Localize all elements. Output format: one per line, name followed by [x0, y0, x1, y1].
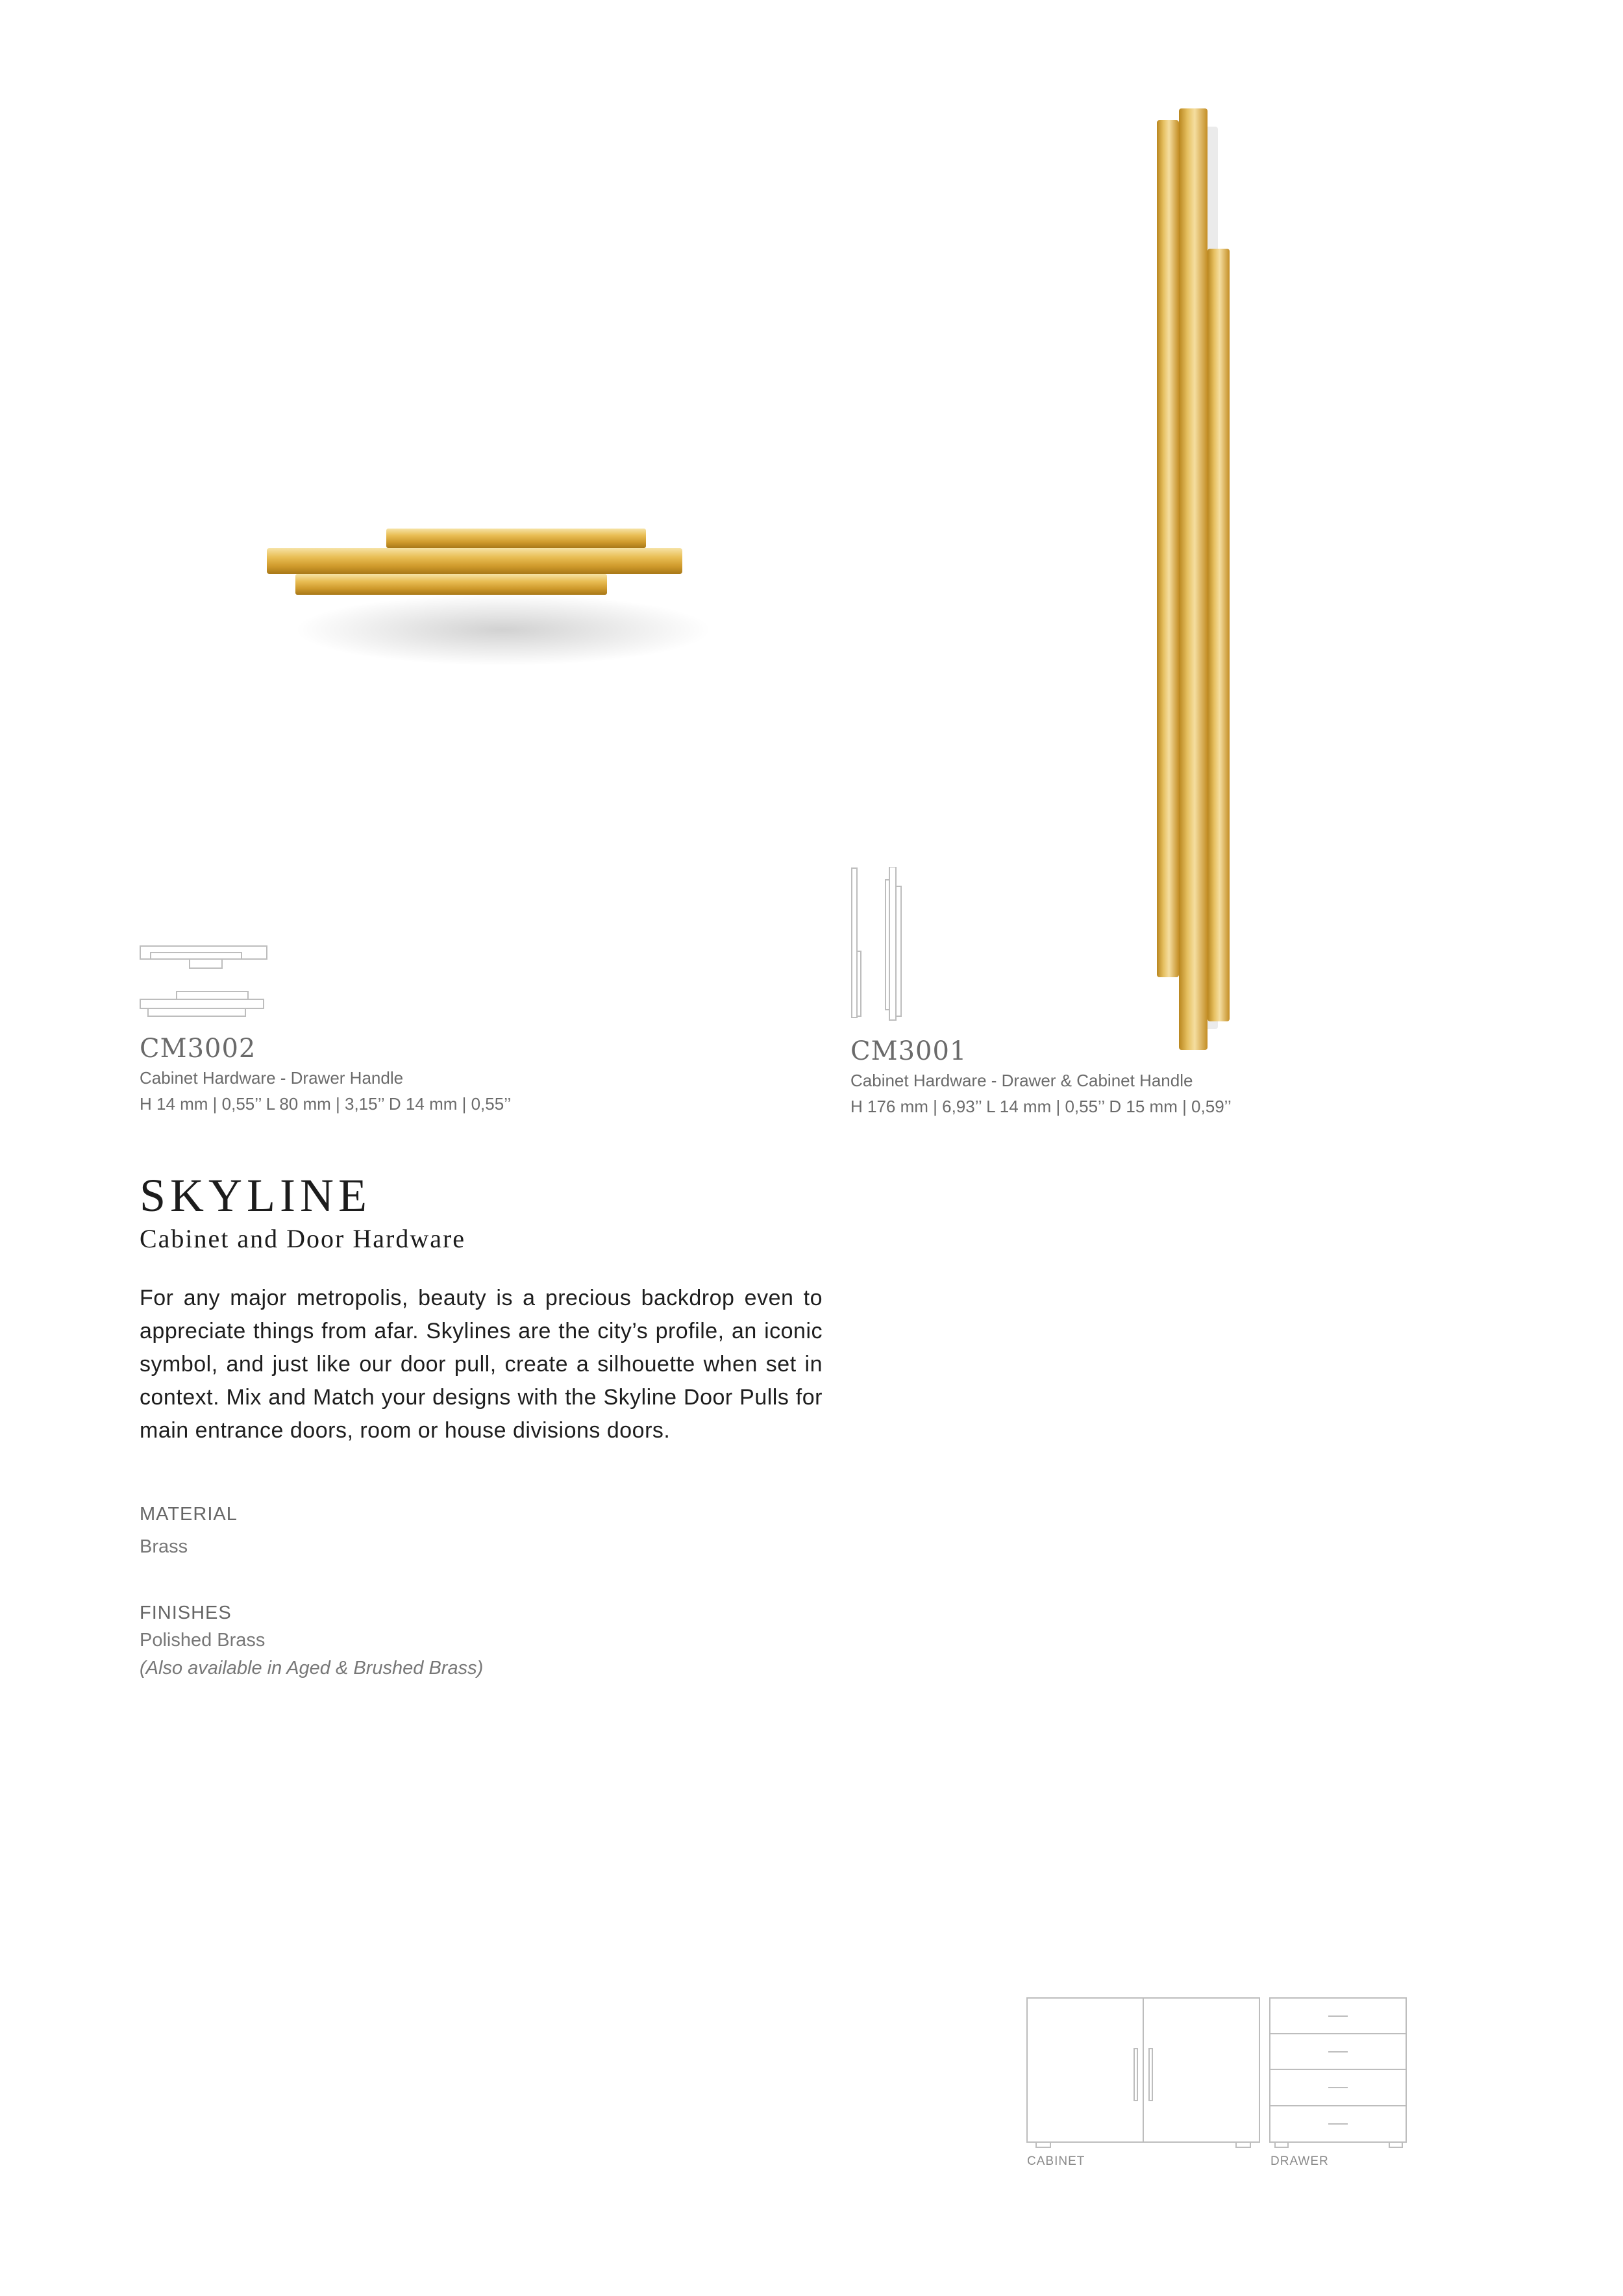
- finishes-note: (Also available in Aged & Brushed Brass): [140, 1658, 484, 1678]
- product-info-cm3002: [140, 1034, 511, 1117]
- application-diagrams: [1026, 1997, 1415, 2172]
- product-description: Cabinet Hardware - Drawer Handle: [140, 1068, 404, 1088]
- product-description: Cabinet Hardware - Drawer & Cabinet Handle: [850, 1071, 1193, 1090]
- collection-description: For any major metropolis, beauty is a precious backdrop even to appreciate things from afar. Skylines are the city’s profile, an iconic symbol, and just like our door pull, create a silhouette when set in context. Mix and Match your designs with the Skyline Door Pulls for main entrance doors, room or house divisions doors.: [140, 1286, 823, 1443]
- product-dimensions: H 14 mm | 0,55’’ L 80 mm | 3,15’’ D 14 mm | 0,55’’: [140, 1094, 512, 1114]
- product-photo-cm3002: [256, 513, 763, 708]
- collection-subtitle: Cabinet and Door Hardware: [140, 1224, 466, 1253]
- cabinet-drawer-illustration: [1026, 1997, 1415, 2152]
- finishes-label: FINISHES: [140, 1603, 232, 1623]
- product-photo-cm3001: [1143, 101, 1246, 1062]
- product-dimensions: H 176 mm | 6,93’’ L 14 mm | 0,55’’ D 15 mm | 0,59’’: [850, 1097, 1232, 1116]
- cabinet-label: CABINET: [1027, 2154, 1085, 2168]
- material-value: Brass: [140, 1536, 188, 1557]
- drawer-label: DRAWER: [1270, 2154, 1329, 2168]
- finishes-value: Polished Brass: [140, 1630, 266, 1651]
- product-code: CM3001: [850, 1036, 967, 1066]
- product-code: CM3002: [140, 1034, 256, 1064]
- technical-drawing-cm3001: [849, 867, 908, 1023]
- product-info-cm3001: [850, 1036, 1232, 1119]
- technical-drawing-cm3002: [139, 945, 269, 1019]
- material-label: MATERIAL: [140, 1504, 238, 1525]
- collection-title: SKYLINE: [140, 1169, 371, 1221]
